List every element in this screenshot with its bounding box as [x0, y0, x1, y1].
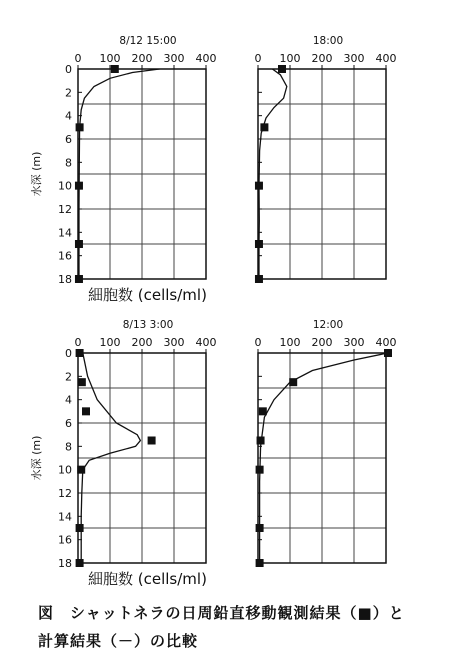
x-tick-label: 100 [279, 52, 301, 65]
y-axis-label: 水深 (m) [30, 151, 43, 197]
x-tick-label: 100 [99, 52, 121, 65]
observed-point [278, 65, 286, 73]
observed-point [76, 123, 84, 131]
y-tick-label: 14 [58, 510, 72, 524]
y-tick-label: 18 [58, 273, 72, 286]
x-tick-label: 0 [254, 336, 262, 349]
x-tick-label: 0 [254, 52, 262, 65]
observed-point [256, 559, 264, 567]
y-tick-label: 10 [58, 179, 72, 193]
y-tick-label: 12 [58, 487, 72, 500]
x-tick-label: 100 [99, 336, 121, 349]
observed-point [257, 437, 265, 445]
observed-point [255, 240, 263, 248]
x-axis-label: 細胞数 (cells/ml) [88, 570, 207, 588]
panel-8-12-1500 [29, 35, 217, 304]
x-tick-label: 0 [74, 52, 82, 65]
panel-8-13-0300 [29, 319, 217, 588]
y-tick-label: 10 [58, 463, 72, 477]
x-tick-label: 0 [74, 336, 82, 349]
y-tick-label: 8 [65, 156, 72, 170]
observed-point [289, 378, 297, 386]
x-tick-label: 400 [195, 52, 217, 65]
y-tick-label: 8 [65, 440, 72, 454]
y-tick-label: 0 [65, 63, 72, 76]
observed-point [82, 407, 90, 415]
observed-point [260, 123, 268, 131]
x-axis-label: 細胞数 (cells/ml) [88, 286, 207, 304]
y-tick-label: 4 [65, 393, 72, 407]
y-tick-label: 2 [65, 370, 72, 384]
y-tick-label: 0 [65, 347, 72, 360]
grid [258, 353, 386, 563]
observed-point [384, 349, 392, 357]
observed-point [148, 437, 156, 445]
x-tick-label: 200 [131, 52, 153, 65]
y-tick-label: 16 [58, 249, 72, 263]
observed-point [78, 378, 86, 386]
panel-title: 8/12 15:00 [119, 35, 177, 47]
grid [78, 69, 206, 279]
figure-caption-line-2: 計算結果（－）の比較 [38, 632, 199, 650]
y-axis-label: 水深 (m) [30, 435, 43, 481]
observed-point [255, 182, 263, 190]
x-tick-label: 300 [163, 336, 185, 349]
figure-caption-line-1: 図 シャットネラの日周鉛直移動観測結果（■）と [38, 604, 405, 622]
observed-point [111, 65, 119, 73]
y-tick-label: 18 [58, 557, 72, 570]
grid [258, 69, 386, 279]
observed-point [259, 407, 267, 415]
x-tick-label: 400 [375, 52, 397, 65]
x-tick-label: 200 [311, 336, 333, 349]
x-tick-label: 200 [131, 336, 153, 349]
x-tick-label: 300 [343, 336, 365, 349]
observed-point [75, 182, 83, 190]
y-tick-label: 12 [58, 203, 72, 216]
y-tick-label: 6 [65, 133, 72, 146]
y-tick-label: 14 [58, 226, 72, 240]
y-tick-label: 16 [58, 533, 72, 547]
x-tick-label: 400 [375, 336, 397, 349]
observed-point [75, 275, 83, 283]
observed-point [76, 349, 84, 357]
panel-title: 8/13 3:00 [122, 319, 174, 331]
x-tick-label: 300 [163, 52, 185, 65]
x-tick-label: 400 [195, 336, 217, 349]
x-tick-label: 100 [279, 336, 301, 349]
x-tick-label: 300 [343, 52, 365, 65]
observed-point [256, 466, 264, 474]
observed-point [255, 275, 263, 283]
panel-title: 18:00 [312, 35, 344, 47]
panel-12-00 [255, 319, 397, 567]
panel-18-00 [255, 35, 397, 283]
observed-point [76, 524, 84, 532]
observed-point [75, 240, 83, 248]
observed-point [77, 466, 85, 474]
y-tick-label: 6 [65, 417, 72, 430]
observed-point [256, 524, 264, 532]
x-tick-label: 200 [311, 52, 333, 65]
y-tick-label: 2 [65, 86, 72, 100]
observed-point [76, 559, 84, 567]
panel-title: 12:00 [312, 319, 344, 331]
y-tick-label: 4 [65, 109, 72, 123]
